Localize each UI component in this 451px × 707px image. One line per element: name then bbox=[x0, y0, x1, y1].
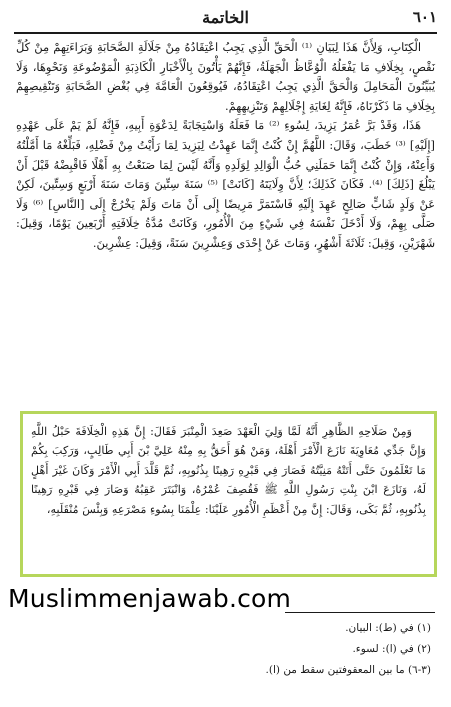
paragraph: الْكِتَابِ، وَلِأَنَّ هَذَا لِبَيَانِ ⁽¹⁾ الْحَقِّ الَّذِي يَجِبُ اعْتِقَادُهُ مِنْ جَلَالَةِ الصَّحَابَةِ وَبَرَاءَتِهِمْ مِنْ كُلِّ نَقْصٍ، بِخِلَافِ مَا يَفْعَلُهُ الْوُعَّاظُ الْجَهَلَةُ، فَإِنَّهُمْ يَأْتُونَ بِالْأَخْبَارِ الْكَاذِبَةِ الْمَوْضُوعَةِ وَنَحْوِهَا، وَلَا يُبَيِّنُونَ الْمَحَامِلَ وَالْحَقَّ الَّذِي يَجِبُ اعْتِقَادُهُ، فَيُوقِعُونَ الْعَامَّةَ فِي بُغْضِ الصَّحَابَةِ وَتَنْقِيصِهِمْ بِخِلَافِ مَا ذَكَرْنَاهُ، فَإِنَّهُ لِغَايَةِ إِجْلَالِهِمْ وَتَنْزِيهِهِمْ. bbox=[16, 40, 435, 113]
footnote: (٢) في (ا): لسوء. bbox=[352, 643, 431, 655]
main-text bbox=[16, 38, 435, 254]
running-title: الخاتمة bbox=[202, 8, 249, 27]
footnotes bbox=[180, 618, 431, 681]
page-header bbox=[14, 6, 437, 34]
footnote: (١) في (ط): البيان. bbox=[345, 622, 431, 634]
highlighted-passage bbox=[20, 411, 437, 577]
watermark: Muslimmenjawab.com bbox=[8, 584, 292, 613]
page-number: ٦٠١ bbox=[412, 8, 437, 26]
header-rule bbox=[14, 32, 437, 34]
footnote: (٣-٦) ما بين المعقوفتين سقط من (ا). bbox=[265, 664, 431, 676]
highlighted-paragraph: وَمِنْ صَلَاحِهِ الظَّاهِرِ أَنَّهُ لَمَّا وَلِيَ الْعَهْدَ صَعِدَ الْمِنْبَرَ فَقَالَ: إِنَّ هَذِهِ الْخِلَافَةَ حَبْلُ اللَّهِ وَإِنَّ جَدِّي مُعَاوِيَةَ نَازَعَ الْأَمْرَ أَهْلَهُ، وَمَنْ هُوَ أَحَقُّ بِهِ مِنْهُ عَلِيَّ بْنَ أَبِي طَالِبٍ، وَرَكِبَ بِكُمْ مَا تَعْلَمُونَ حَتَّى أَتَتْهُ مَنِيَّتُهُ فَصَارَ فِي قَبْرِهِ رَهِينًا بِذُنُوبِهِ، ثُمَّ قَلَّدَ أَبِي الْأَمْرَ وَكَانَ غَيْرَ أَهْلٍ لَهُ، وَنَازَعَ ابْنَ بِنْتِ رَسُولِ اللَّهِ ﷺ فَقُصِفَ عُمْرُهُ، وَانْبَتَرَ عَقِبُهُ وَصَارَ فِي قَبْرِهِ رَهِينًا بِذُنُوبِهِ، ثُمَّ بَكَى، وَقَالَ: إِنَّ مِنْ أَعْظَمِ الْأُمُورِ عَلَيْنَا: عِلْمَنَا بِسُوءِ مَصْرَعِهِ وَبِئْسَ مُنْقَلَبِهِ، bbox=[31, 425, 426, 516]
footnote-rule bbox=[285, 612, 435, 613]
paragraph: هَذَا، وَقَدْ بَرَّ عُمَرُ يَزِيدَ، لِسُوءِ ⁽²⁾ مَا فَعَلَهُ وَاسْتِجَابَةً لِدَعْوَةِ أَبِيهِ، فَإِنَّهُ لَمْ يَمْ عَلَى عَهْدِهِ [إِلَيْهِ] ⁽³⁾ خَطَبَ، وَقَالَ: اللَّهُمَّ إِنْ كُنْتُ إِنَّمَا عَهِدْتُ لِيَزِيدَ لِمَا رَأَيْتُ مِنْ فَضْلِهِ، فَبَلِّغْهُ مَا أَمَّلْتُهُ وَأَعِنْهُ، وَإِنْ كُنْتُ إِنَّمَا حَمَلَنِي حُبُّ الْوَالِدِ لِوَلَدِهِ وَأَنَّهُ لَيْسَ لِمَا صَنَعْتُ بِهِ أَهْلًا فَاقْبِضْهُ قَبْلَ أَنْ يَبْلُغَ [ذَلِكَ] ⁽⁴⁾. فَكَانَ كَذَلِكَ؛ لِأَنَّ وِلَايَتَهُ [كَانَتْ] ⁽⁵⁾ سَنَةَ سِتِّينَ وَمَاتَ سَنَةَ أَرْبَعٍ وَسِتِّينَ، لَكِنْ عَنْ وَلَدٍ شَابٍّ صَالِحٍ عَهِدَ إِلَيْهِ فَاسْتَمَرَّ مَرِيضًا إِلَى أَنْ مَاتَ وَلَمْ يَخْرُجْ إِلَى [النَّاسِ] ⁽⁶⁾ وَلَا صَلَّى بِهِمْ، وَلَا أَدْخَلَ نَفْسَهُ فِي شَيْءٍ مِنَ الْأُمُورِ، وَكَانَتْ مُدَّةُ خِلَافَتِهِ أَرْبَعِينَ يَوْمًا، وَقِيلَ: شَهْرَيْنِ، وَقِيلَ: ثَلَاثَةَ أَشْهُرٍ، وَمَاتَ عَنْ إِحْدَى وَعِشْرِينَ سَنَةً، وَقِيلَ: عِشْرِينَ. bbox=[16, 118, 435, 250]
